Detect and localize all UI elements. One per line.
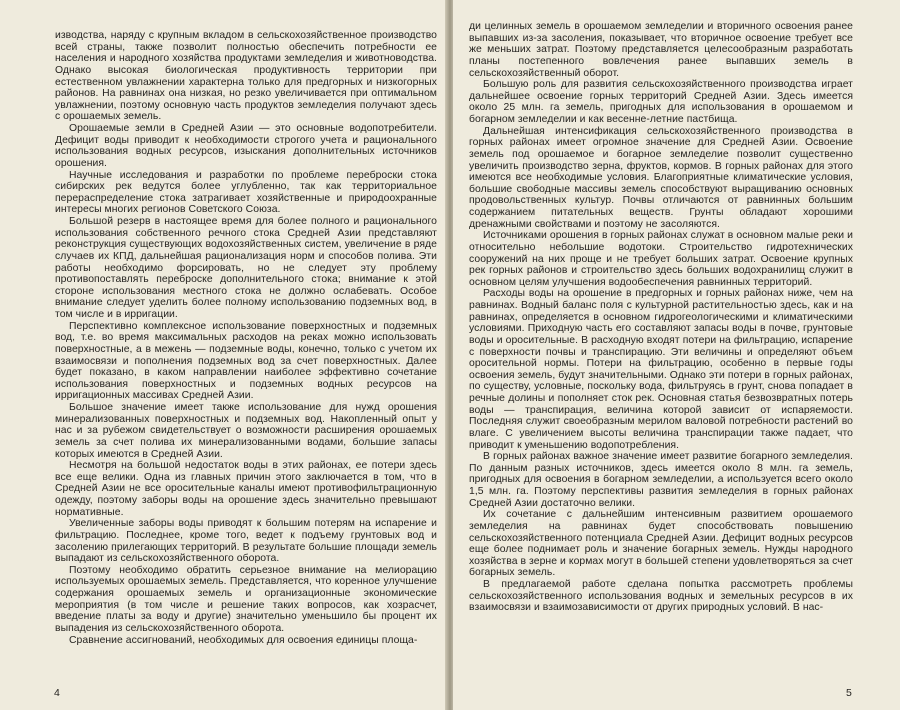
paragraph: Научные исследования и разработки по проблеме переброски стока сибирских рек ведутся более углубленно, так как территориальное перераспределение стока затрагивает хозяйственные и природоохранные интересы многих регионов Советского Союза. xyxy=(55,169,437,216)
paragraph: Дальнейшая интенсификация сельскохозяйственного производства в горных районах имеет огромное значение для Средней Азии. Освоение земель под орошаемое и богарное земледелие позволит существенно увеличить производство зерна, фруктов, кормов. В горных районах для этого имеются все необходимые условия. Благоприятные климатические условия, большие свободные массивы земель способствуют выращиванию основных продовольственных культур. Почвы отличаются от равнинных большим содержанием питательных веществ. Грунты обладают хорошими дренажными свойствами и поэтому не засоляются. xyxy=(469,125,853,230)
paragraph: Расходы воды на орошение в предгорных и горных районах ниже, чем на равнинах. Водный баланс поля с культурной растительностью здесь, как и на равнинах, определяется в основном гидрогеологическими и климатическими условиями. Приходную часть его составляют запасы воды в почве, грунтовые воды и оросительные. В расходную входят потери на фильтрацию, испарение с поверхности почвы и транспирацию. Эти величины и определяют объем оросительной нормы. Потери на фильтрацию, особенно в первые годы освоения земель, будут значительными. Однако эти потери в горных районах, по существу, условные, поскольку вода, фильтруясь в грунт, снова попадает в речные долины и пополняет сток рек. Основная статья безвозвратных потерь воды — транспирация, величина которой зависит от испаряемости. Последняя служит своеобразным мерилом валовой потребности растений во влаге. С увеличением высоты величина транспирации также падает, что приводит к уменьшению водопотребления. xyxy=(469,288,853,451)
paragraph: Источниками орошения в горных районах служат в основном малые реки и относительно небольшие водотоки. Строительство гидротехнических сооружений на них проще и не требует больших затрат. Освоение крупных рек горных районов и строительство здесь больших водохранилищ служит в основном целям улучшения водообеспечения равнинных территорий. xyxy=(469,230,853,288)
paragraph: Их сочетание с дальнейшим интенсивным развитием орошаемого земледелия на равнинах будет способствовать повышению сельскохозяйственного потенциала Средней Азии. Дефицит водных ресурсов еще более поднимает роль и значение богарных земель. Нужды народного хозяйства в зерне и кормах могут в большей степени удовлетворяться за счет богарных земель. xyxy=(469,509,853,579)
paragraph: Перспективно комплексное использование поверхностных и подземных вод, т.е. во время максимальных расходов на реках можно использовать поверхностные, а в межень — подземные воды, конечно, только с учетом их взаимосвязи и пополнения подземных вод за счет поверхностных. Далее будет показано, в каком направлении наиболее эффективно сочетание использования поверхностных и подземных водных ресурсов на ирригационных массивах Средней Азии. xyxy=(55,320,437,402)
paragraph: Несмотря на большой недостаток воды в этих районах, ее потери здесь все еще велики. Одна из главных причин этого заключается в том, что в Средней Азии не все оросительные каналы имеют противофильтрационную одежду, поэтому заборы воды на орошение здесь значительно превышают нормативные. xyxy=(55,460,437,518)
right-page xyxy=(453,0,900,710)
paragraph: изводства, наряду с крупным вкладом в сельскохозяйственное производство всей страны, также позволит полностью обеспечить потребности ее населения и народного хозяйства продуктами земледелия и животноводства. Однако высокая биологическая продуктивность территории при естественном увлажнении характерна только для предгорных и низкогорных районов. На равнинах она низкая, но резко увеличивается при оптимальном увлажнении, поэтому основную часть продуктов земледелия получают здесь с орошаемых земель. xyxy=(55,30,437,123)
paragraph: Большую роль для развития сельскохозяйственного производства играет дальнейшее освоение горных территорий Средней Азии. Здесь имеется около 25 млн. га земель, пригодных для использования в орошаемом и богарном земледелии и как весенне-летние пастбища. xyxy=(469,79,853,125)
page-number-right: 5 xyxy=(846,687,852,699)
paragraph: Поэтому необходимо обратить серьезное внимание на мелиорацию используемых орошаемых земель. Представляется, что коренное улучшение содержания орошаемых земель и организационные экономические мероприятия (в том числе и решение таких вопросов, как хозрасчет, введение платы за воду и другие) значительно уменьшило бы процент их выпадения из сельскохозяйственного оборота. xyxy=(55,564,437,634)
left-page-text xyxy=(55,30,437,646)
paragraph: Увеличенные заборы воды приводят к большим потерям на испарение и фильтрацию. Последнее, кроме того, ведет к подъему грунтовых вод и засолению прилегающих территорий. В результате большие площади земель выпадают из сельскохозяйственного оборота. xyxy=(55,518,437,565)
paragraph: ди целинных земель в орошаемом земледелии и вторичного освоения ранее выпавших из-за засоления, показывает, что вторичное освоение требует все же меньших затрат. Поэтому представляется целесообразным разработать планы постепенного вовлечения ранее выпавших земель в сельскохозяйственный оборот. xyxy=(469,21,853,79)
paragraph: Большое значение имеет также использование для нужд орошения минерализованных поверхностных и подземных вод. Накопленный опыт у нас и за рубежом свидетельствует о возможности расширения орошаемых земель за счет полива их минерализованными водами, большие запасы которых имеются в Средней Азии. xyxy=(55,402,437,460)
paragraph: Сравнение ассигнований, необходимых для освоения единицы площа- xyxy=(69,634,418,646)
paragraph: Орошаемые земли в Средней Азии — это основные водопотребители. Дефицит воды приводит к необходимости строгого учета и рационального использования водных ресурсов, изыскания дополнительных источников орошения. xyxy=(55,123,437,169)
paragraph: В предлагаемой работе сделана попытка рассмотреть проблемы сельскохозяйственного использования водных и земельных ресурсов в их взаимосвязи и взаимозависимости от других природных условий. В нас- xyxy=(469,579,853,614)
left-page xyxy=(0,0,447,710)
right-page-text xyxy=(469,21,853,614)
paragraph: Большой резерв в настоящее время для более полного и рационального использования собственного речного стока Средней Азии представляют реконструкция существующих водохозяйственных систем, увеличение в ряде случаев их КПД, дальнейшая рационализация норм и способов полива. Эти работы необходимо форсировать, но не следует эту проблему противопоставлять переброске дополнительного стока; внимание к этой стороне использования местного стока не должно ослабевать. Особое внимание следует уделить более полному использованию подземных вод, в том числе и в ирригации. xyxy=(55,216,437,320)
page-number-left: 4 xyxy=(54,687,60,699)
paragraph: В горных районах важное значение имеет развитие богарного земледелия. По данным разных источников, здесь имеется около 8 млн. га земель, пригодных для освоения в богарном земледелии, а используется всего около 1,5 млн. га. Поэтому перспективы развития земледелия в горных районах Средней Азии достаточно велики. xyxy=(469,451,853,509)
